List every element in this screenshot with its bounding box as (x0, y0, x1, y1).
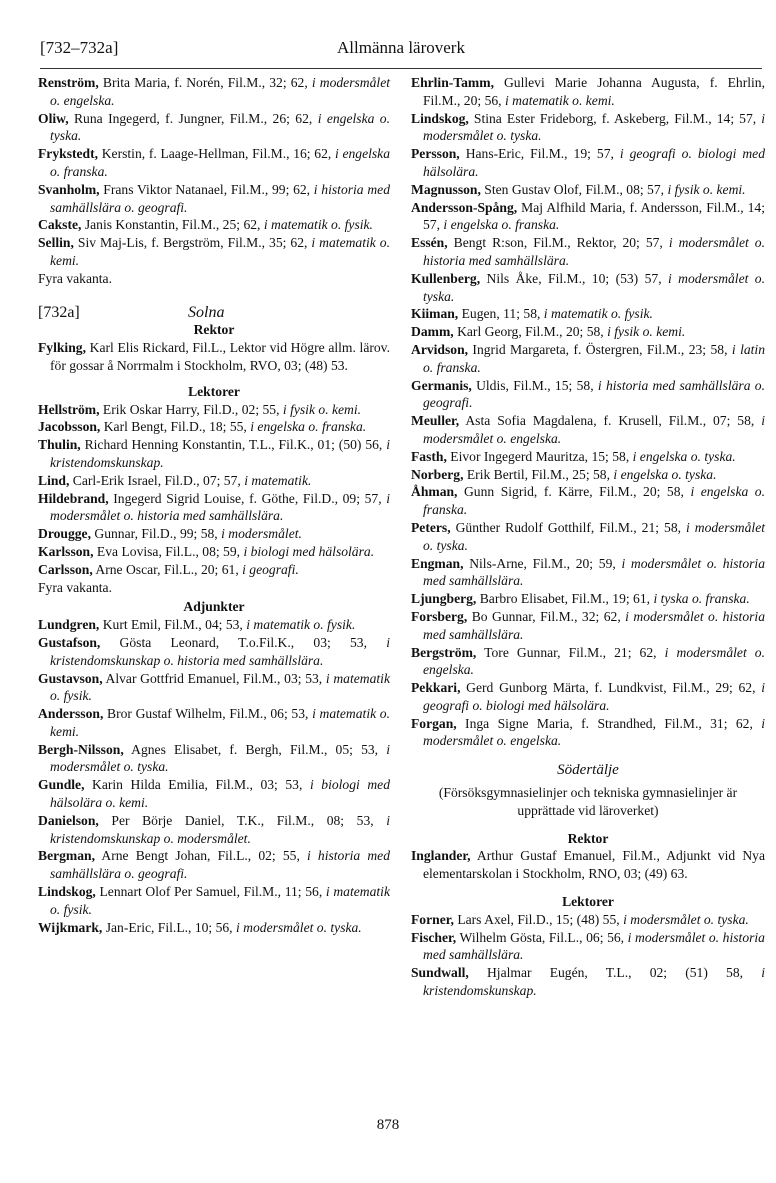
staff-subjects: i historia med samhällslära o. geografi. (423, 377, 765, 411)
staff-name: Magnusson, (411, 181, 481, 197)
staff-details: Arne Oscar, Fil.L., 20; 61, (92, 561, 243, 577)
staff-entry (38, 525, 390, 543)
staff-entry (411, 555, 765, 591)
staff-details: Barbro Elisabet, Fil.M., 19; 61, (476, 591, 654, 607)
staff-entry (411, 847, 765, 883)
staff-entry (38, 234, 390, 270)
staff-entry (38, 145, 390, 181)
staff-subjects: i engelska o. franska. (250, 419, 367, 435)
staff-subjects: i modersmålet o. tyska. (423, 519, 766, 553)
staff-subjects: i geografi. (242, 561, 299, 577)
staff-entry (411, 145, 765, 181)
staff-name: Arvidson, (411, 341, 469, 357)
staff-subjects: i modersmålet o. tyska. (623, 911, 749, 927)
staff-name: Carlsson, (38, 561, 93, 577)
staff-name: Thulin, (38, 437, 81, 453)
staff-entry (411, 679, 765, 715)
staff-entry (411, 483, 765, 519)
staff-details: Günther Rudolf Gotthilf, Fil.M., 21; 58, (450, 519, 687, 535)
lektorer-list (411, 911, 765, 1000)
staff-name: Ehrlin-Tamm, (411, 75, 494, 90)
staff-name: Wijkmark, (38, 919, 103, 935)
staff-name: Drougge, (38, 526, 91, 542)
staff-name: Hellström, (38, 401, 100, 417)
town-name: Södertälje (557, 762, 619, 779)
staff-entry (411, 234, 765, 270)
staff-entry (411, 323, 765, 341)
staff-subjects: i engelska o. tyska. (50, 110, 390, 144)
staff-entry (38, 418, 390, 436)
staff-name: Bergström, (411, 644, 477, 660)
staff-entry (38, 436, 390, 472)
staff-name: Damm, (411, 324, 454, 340)
rektor-entry (38, 339, 390, 375)
staff-details: Maj Alfhild Maria, f. Andersson, Fil.M., 14; 57, (423, 199, 765, 233)
staff-subjects: i biologi med hälsolära o. kemi. (50, 777, 390, 811)
adjunkter-list-continued (411, 74, 765, 750)
staff-name: Lundgren, (38, 617, 100, 633)
staff-details: Nils Åke, Fil.M., 10; (53) 57, (480, 270, 668, 286)
staff-name: Sundwall, (411, 965, 469, 981)
staff-details: Karl Bengt, Fil.D., 18; 55, (100, 419, 251, 435)
staff-entry (38, 705, 390, 741)
staff-entry (411, 448, 765, 466)
staff-name: Danielson, (38, 812, 99, 828)
staff-details: Ingrid Margareta, f. Östergren, Fil.M., 23; 58, (468, 341, 732, 357)
page-title: Allmänna läroverk (337, 38, 465, 57)
section-range: [732–732a] (40, 38, 119, 57)
staff-subjects: i matematik. (244, 472, 312, 488)
staff-name: Fylking, (38, 340, 86, 356)
staff-entry (411, 305, 765, 323)
staff-subjects: i kristendomskunskap o. historia med samhällslära. (50, 634, 390, 668)
staff-entry (411, 911, 765, 929)
staff-details: Erik Bertil, Fil.M., 25; 58, (463, 466, 614, 482)
staff-entry (38, 543, 390, 561)
staff-subjects: i historia med samhällslära o. geografi. (50, 848, 390, 882)
staff-details: Brita Maria, f. Norén, Fil.M., 32; 62, (98, 75, 312, 90)
staff-details: Asta Sofia Magdalena, f. Krusell, Fil.M., 07; 58, (459, 413, 762, 429)
staff-details: Kurt Emil, Fil.M., 04; 53, (99, 617, 247, 633)
staff-name: Andersson-Spång, (411, 199, 518, 215)
staff-name: Kullenberg, (411, 270, 481, 286)
staff-subjects: i geografi o. biologi med hälsolära. (423, 146, 765, 179)
lektorer-list (38, 401, 390, 579)
staff-entry (411, 608, 765, 644)
staff-entry (411, 377, 765, 413)
lektorer-heading: Lektorer (188, 383, 240, 399)
staff-details: Richard Henning Konstantin, T.L., Fil.K., 01; (50) 56, (80, 437, 387, 453)
staff-subjects: i modersmålet o. historia med samhällslära. (423, 929, 765, 963)
staff-details: Jan-Eric, Fil.L., 10; 56, (102, 919, 236, 935)
staff-entry (38, 561, 390, 579)
staff-name: Frykstedt, (38, 146, 99, 162)
staff-name: Bergman, (38, 848, 96, 864)
staff-details: Karl Georg, Fil.M., 20; 58, (453, 324, 608, 340)
staff-subjects: i modersmålet o. historia med samhällslära. (423, 608, 765, 642)
staff-entry (38, 616, 390, 634)
staff-details: Inga Signe Maria, f. Strandhed, Fil.M., 31; 62, (456, 715, 762, 731)
staff-name: Pekkari, (411, 680, 461, 696)
staff-name: Åhman, (411, 484, 458, 500)
staff-entry (38, 634, 390, 670)
vacancy-note: Fyra vakanta. (38, 579, 112, 595)
staff-subjects: i fysik o. kemi. (282, 401, 362, 417)
staff-subjects: i fysik o. kemi. (667, 181, 746, 197)
staff-details: Bror Gustaf Wilhelm, Fil.M., 06; 53, (103, 706, 313, 722)
staff-entry (411, 181, 765, 199)
rektor-heading: Rektor (567, 830, 609, 846)
section-number: [732a] (38, 303, 80, 321)
entries-top (38, 74, 390, 270)
staff-subjects: i historia med samhällslära o. geografi. (50, 181, 390, 215)
lektorer-heading: Lektorer (562, 894, 614, 910)
staff-name: Cakste, (38, 217, 82, 233)
staff-name: Inglander, (411, 848, 471, 864)
staff-entry (38, 181, 390, 217)
header-rule (40, 68, 762, 69)
staff-name: Ljungberg, (411, 591, 477, 607)
staff-entry (38, 339, 390, 375)
staff-details: Hans-Eric, Fil.M., 19; 57, (459, 146, 620, 162)
staff-entry (411, 412, 765, 448)
staff-details: Alvar Gottfrid Emanuel, Fil.M., 03; 53, (102, 670, 326, 686)
staff-name: Renström, (38, 75, 99, 90)
staff-name: Hildebrand, (38, 490, 109, 506)
staff-subjects: i modersmålet o. historia med samhällslära. (423, 555, 765, 589)
staff-subjects: i matematik o. fysik. (263, 217, 373, 233)
staff-entry (411, 644, 765, 680)
staff-subjects: i fysik o. kemi. (607, 324, 686, 340)
staff-subjects: i engelska o. franska. (423, 484, 765, 518)
running-header (40, 34, 762, 64)
staff-entry (411, 519, 765, 555)
staff-details: Karl Elis Rickard, Fil.L., Lektor vid Högre allm. lärov. för gossar å Norrmalm i Stockholm, RVO, 03; (48) 53. (50, 340, 390, 373)
staff-entry (38, 472, 390, 490)
staff-name: Peters, (411, 519, 451, 535)
staff-name: Meuller, (411, 413, 460, 429)
staff-entry (38, 216, 390, 234)
staff-name: Forner, (411, 911, 454, 927)
rektor-entry (411, 847, 765, 883)
staff-subjects: i modersmålet o. engelska. (423, 715, 765, 749)
staff-subjects: i modersmålet o. tyska. (423, 270, 765, 304)
staff-name: Sellin, (38, 235, 74, 251)
staff-subjects: i modersmålet o. tyska. (50, 741, 390, 775)
staff-entry (411, 466, 765, 484)
staff-entry (38, 110, 390, 146)
staff-subjects: i kristendomskunskap o. modersmålet. (50, 812, 390, 846)
staff-subjects: i engelska o. franska. (50, 146, 391, 179)
staff-details: Siv Maj-Lis, f. Bergström, Fil.M., 35; 62, (73, 235, 312, 251)
page-number: 878 (376, 1117, 400, 1133)
right-column (411, 74, 765, 1000)
vacancy-note: Fyra vakanta. (38, 270, 112, 286)
staff-name: Jacobsson, (38, 419, 101, 435)
staff-subjects: i matematik o. kemi. (50, 706, 390, 739)
staff-subjects: i modersmålet o. historia med samhällslära. (50, 490, 390, 524)
staff-details: Per Börje Daniel, T.K., Fil.M., 08; 53, (98, 812, 387, 828)
staff-subjects: i engelska o. tyska. (613, 466, 717, 482)
staff-subjects: i modersmålet o. historia med samhällslära. (423, 235, 765, 268)
staff-entry (38, 812, 390, 848)
staff-entry (411, 199, 765, 235)
staff-details: Eivor Ingegerd Mauritza, 15; 58, (446, 448, 633, 464)
staff-subjects: i biologi med hälsolära. (243, 543, 375, 559)
staff-subjects: i modersmålet o. engelska. (423, 413, 765, 446)
staff-details: Gerd Gunborg Märta, f. Lundkvist, Fil.M., 29; 62, (460, 680, 762, 696)
school-note: (Försöksgymnasielinjer och tekniska gymnasielinjer är upprättade vid läroverket) (438, 785, 738, 818)
staff-details: Stina Ester Frideborg, f. Askeberg, Fil.M., 14; 57, (468, 110, 762, 126)
staff-subjects: i matematik o. fysik. (50, 884, 390, 917)
staff-name: Essén, (411, 235, 448, 251)
staff-entry (38, 847, 390, 883)
adjunkter-heading: Adjunkter (183, 599, 245, 615)
staff-details: Frans Viktor Natanael, Fil.M., 99; 62, (99, 181, 314, 197)
staff-name: Gustavson, (38, 670, 103, 686)
staff-details: Janis Konstantin, Fil.M., 25; 62, (81, 217, 264, 233)
staff-subjects: i geografi o. biologi med hälsolära. (423, 680, 765, 713)
staff-details: Eva Lovisa, Fil.L., 08; 59, (93, 543, 244, 559)
staff-name: Svanholm, (38, 181, 100, 197)
staff-details: Gunnar, Fil.D., 99; 58, (91, 526, 222, 542)
staff-name: Kiiman, (411, 306, 459, 322)
staff-details: Agnes Elisabet, f. Bergh, Fil.M., 05; 53, (123, 741, 387, 757)
staff-subjects: i engelska o. tyska. (632, 448, 736, 464)
staff-entry (38, 74, 390, 110)
staff-name: Persson, (411, 146, 460, 162)
staff-details: Arthur Gustaf Emanuel, Fil.M., Adjunkt vid Nya elementarskolan i Stockholm, RNO, 03; (49) 63. (423, 848, 765, 882)
school-heading-solna (38, 304, 390, 322)
staff-details: Hjalmar Eugén, T.L., 02; (51) 58, (468, 965, 762, 981)
staff-name: Oliw, (38, 110, 69, 126)
rektor-heading: Rektor (193, 322, 235, 338)
staff-details: Bengt R:son, Fil.M., Rektor, 20; 57, (447, 235, 669, 251)
staff-subjects: i engelska o. franska. (443, 217, 560, 233)
staff-details: Arne Bengt Johan, Fil.L., 02; 55, (95, 848, 307, 864)
staff-entry (411, 110, 765, 146)
staff-entry (38, 883, 390, 919)
staff-subjects: i matematik o. fysik. (246, 617, 356, 633)
staff-subjects: i modersmålet. (221, 526, 302, 542)
staff-details: Wilhelm Gösta, Fil.L., 06; 56, (456, 929, 628, 945)
staff-subjects: i modersmålet o. tyska. (235, 919, 362, 935)
staff-name: Lind, (38, 472, 70, 488)
staff-entry (411, 74, 765, 110)
staff-subjects: i modersmålet o. engelska. (423, 644, 765, 678)
staff-subjects: i tyska o. franska. (653, 591, 750, 607)
staff-details: Karin Hilda Emilia, Fil.M., 03; 53, (84, 777, 310, 793)
staff-entry (411, 715, 765, 751)
staff-entry (38, 919, 390, 937)
staff-entry (38, 741, 390, 777)
staff-entry (411, 590, 765, 608)
staff-details: Tore Gunnar, Fil.M., 21; 62, (476, 644, 665, 660)
staff-details: Erik Oskar Harry, Fil.D., 02; 55, (99, 401, 283, 417)
staff-details: Carl-Erik Israel, Fil.D., 07; 57, (69, 472, 245, 488)
staff-name: Fasth, (411, 448, 447, 464)
staff-details: Gösta Leonard, T.o.Fil.K., 03; 53, (100, 634, 387, 650)
staff-details: Gullevi Marie Johanna Augusta, f. Ehrlin, Fil.M., 20; 56, (423, 75, 765, 108)
staff-subjects: i matematik o. kemi. (50, 235, 390, 268)
staff-name: Forgan, (411, 715, 457, 731)
staff-entry (38, 776, 390, 812)
staff-name: Germanis, (411, 377, 472, 393)
staff-subjects: i modersmålet o. engelska. (50, 75, 391, 108)
left-column (38, 74, 390, 936)
staff-name: Fischer, (411, 929, 457, 945)
staff-name: Karlsson, (38, 543, 94, 559)
staff-entry (38, 490, 390, 526)
town-name: Solna (188, 303, 225, 321)
staff-entry (411, 270, 765, 306)
staff-details: Kerstin, f. Laage-Hellman, Fil.M., 16; 62, (98, 146, 335, 162)
staff-name: Lindskog, (38, 884, 96, 900)
staff-subjects: i matematik o. fysik. (543, 306, 653, 322)
staff-name: Andersson, (38, 706, 104, 722)
staff-entry (38, 401, 390, 419)
adjunkter-list (38, 616, 390, 936)
staff-entry (38, 670, 390, 706)
staff-name: Forsberg, (411, 608, 468, 624)
staff-entry (411, 929, 765, 965)
staff-subjects: i latin o. franska. (423, 341, 765, 375)
staff-details: Ingegerd Sigrid Louise, f. Göthe, Fil.D., 09; 57, (108, 490, 387, 506)
staff-details: Lars Axel, Fil.D., 15; (48) 55, (453, 911, 624, 927)
staff-name: Bergh-Nilsson, (38, 741, 124, 757)
staff-details: Lennart Olof Per Samuel, Fil.M., 11; 56, (95, 884, 326, 900)
staff-name: Gustafson, (38, 634, 101, 650)
staff-details: Gunn Sigrid, f. Kärre, Fil.M., 20; 58, (457, 484, 691, 500)
staff-name: Gundle, (38, 777, 85, 793)
staff-details: Bo Gunnar, Fil.M., 32; 62, (467, 608, 626, 624)
staff-subjects: i modersmålet o. tyska. (423, 110, 765, 144)
staff-name: Lindskog, (411, 110, 469, 126)
staff-entry (411, 341, 765, 377)
staff-subjects: i kristendomskunskap. (50, 437, 390, 470)
staff-subjects: i matematik o. kemi. (504, 92, 615, 108)
staff-details: Nils-Arne, Fil.M., 20; 59, (463, 555, 622, 571)
staff-details: Uldis, Fil.M., 15; 58, (471, 377, 598, 393)
staff-details: Eugen, 11; 58, (458, 306, 544, 322)
staff-details: Runa Ingegerd, f. Jungner, Fil.M., 26; 62, (68, 110, 318, 126)
staff-subjects: i matematik o. fysik. (50, 670, 390, 704)
staff-name: Norberg, (411, 466, 464, 482)
staff-name: Engman, (411, 555, 464, 571)
staff-entry (411, 964, 765, 1000)
staff-details: Sten Gustav Olof, Fil.M., 08; 57, (480, 181, 668, 197)
staff-subjects: i kristendomskunskap. (423, 965, 765, 999)
